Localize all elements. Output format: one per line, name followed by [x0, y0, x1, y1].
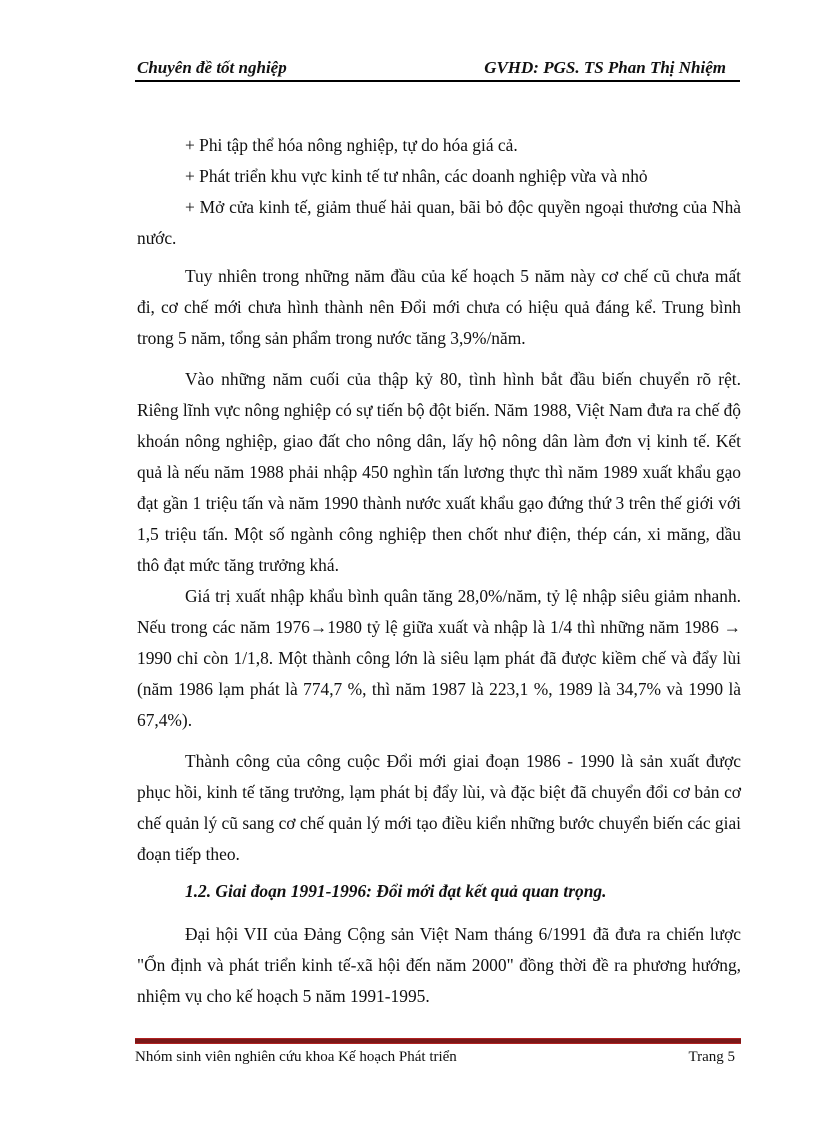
section-heading: 1.2. Giai đoạn 1991-1996: Đổi mới đạt kết quả quan trọng. [185, 881, 607, 901]
body-paragraph: Đại hội VII của Đảng Cộng sản Việt Nam tháng 6/1991 đã đưa ra chiến lược "Ổn định và phát triển kinh tế-xã hội đến năm 2000" đồng thời đề ra phương hướng, nhiệm vụ cho kế hoạch 5 năm 1991-1995. [137, 924, 741, 1006]
body-paragraph: Giá trị xuất nhập khẩu bình quân tăng 28,0%/năm, tỷ lệ nhập siêu giảm nhanh. Nếu trong các năm 1976→1980 tỷ lệ giữa xuất và nhập là 1/4 thì những năm 1986 → 1990 chỉ còn 1/1,8. Một thành công lớn là siêu lạm phát đã được kiềm chế và đẩy lùi (năm 1986 lạm phát là 774,7 %, thì năm 1987 là 223,1 %, 1989 là 34,7% và 1990 là 67,4%). [137, 586, 741, 730]
bullet-paragraph: + Phát triển khu vực kinh tế tư nhân, các doanh nghiệp vừa và nhỏ [185, 166, 648, 186]
body-paragraph: Tuy nhiên trong những năm đầu của kế hoạch 5 năm này cơ chế cũ chưa mất đi, cơ chế mới chưa hình thành nên Đổi mới chưa có hiệu quả đáng kể. Trung bình trong 5 năm, tổng sản phẩm trong nước tăng 3,9%/năm. [137, 266, 741, 348]
footer-rule-thin [135, 1043, 741, 1044]
document-body [137, 130, 741, 1012]
header-rule [135, 80, 740, 82]
header-title: Chuyên đề tốt nghiệp [137, 58, 287, 77]
bullet-paragraph: + Phi tập thể hóa nông nghiệp, tự do hóa giá cả. [185, 135, 518, 155]
header-supervisor: GVHD: PGS. TS Phan Thị Nhiệm [484, 58, 726, 77]
footer-group: Nhóm sinh viên nghiên cứu khoa Kế hoạch Phát triển [135, 1049, 457, 1065]
bullet-paragraph: + Mở cửa kinh tế, giảm thuế hải quan, bãi bỏ độc quyền ngoại thương của Nhà nước. [137, 197, 741, 248]
body-paragraph: Thành công của công cuộc Đổi mới giai đoạn 1986 - 1990 là sản xuất được phục hồi, kinh tế tăng trưởng, lạm phát bị đẩy lùi, và đặc biệt đã chuyển đổi cơ bản cơ chế quản lý cũ sang cơ chế quản lý mới tạo điều kiển những bước chuyển biến các giai đoạn tiếp theo. [137, 751, 741, 864]
page-number: Trang 5 [688, 1049, 735, 1065]
body-paragraph: Vào những năm cuối của thập kỷ 80, tình hình bắt đầu biến chuyển rõ rệt. Riêng lĩnh vực nông nghiệp có sự tiến bộ đột biến. Năm 1988, Việt Nam đưa ra chế độ khoán nông nghiệp, giao đất cho nông dân, lấy hộ nông dân làm đơn vị kinh tế. Kết quả là nếu năm 1988 phải nhập 450 nghìn tấn lương thực thì năm 1989 xuất khẩu gạo đạt gần 1 triệu tấn và năm 1990 thành nước xuất khẩu gạo đứng thứ 3 trên thế giới với 1,5 triệu tấn. Một số ngành công nghiệp then chốt như điện, thép cán, xi măng, dầu thô đạt mức tăng trưởng khá. [137, 369, 741, 575]
page-header [135, 58, 740, 84]
